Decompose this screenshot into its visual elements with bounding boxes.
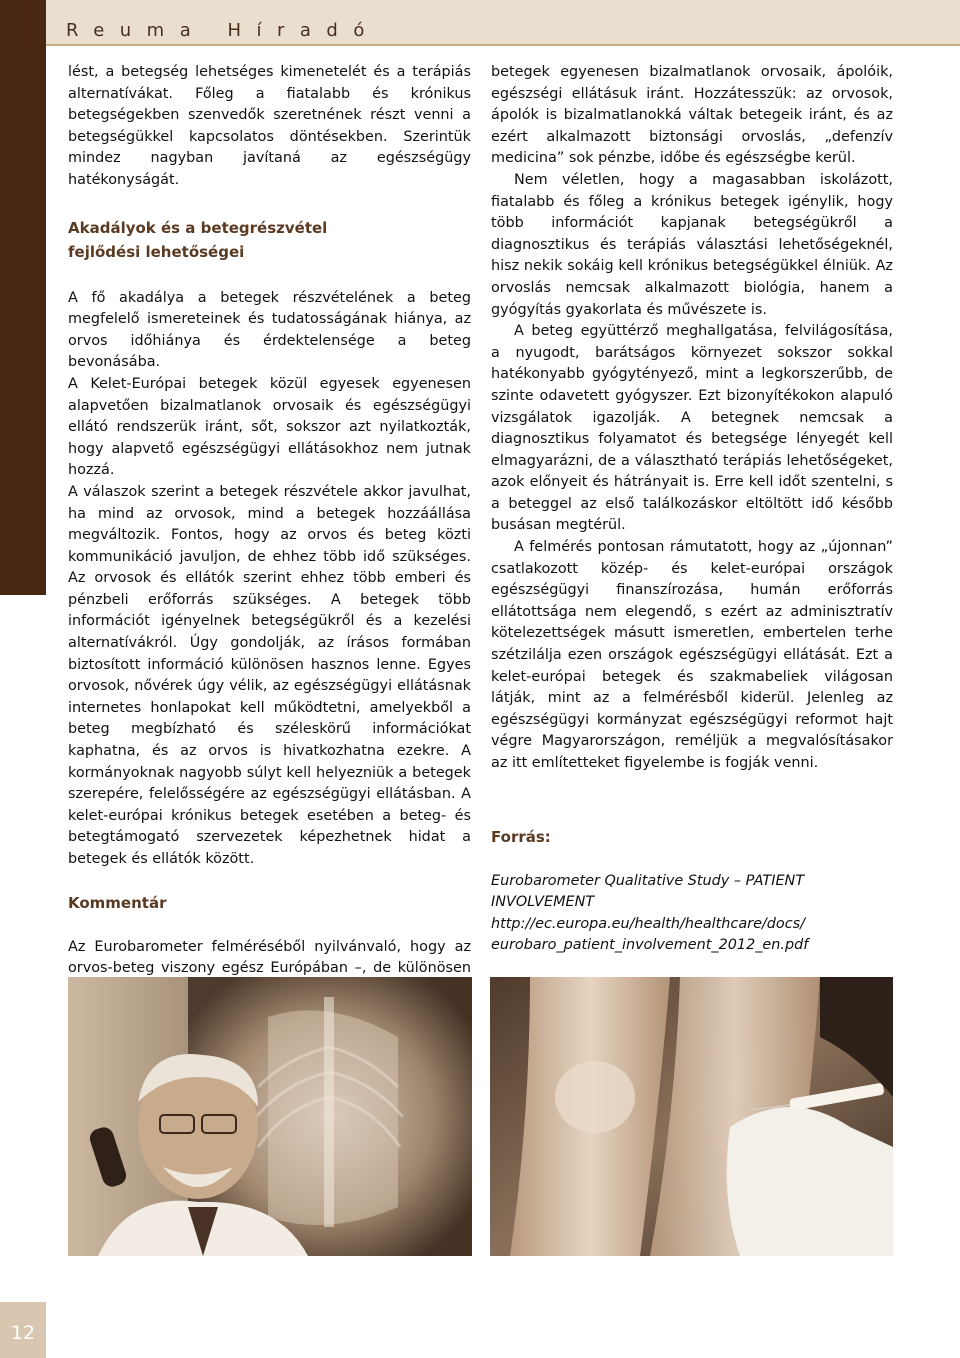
paragraph: A válaszok szerint a betegek részvétele akkor javulhat, ha mind az orvosok, mind a betegek hozzáállása megváltozik. Fontos, hogy az orvos és beteg közti kommunikáció javuljon, de ehhez több idő szükséges. Az orvosok és ellátók szerint ehhez több emberi és pénzbeli erőforrás szükséges. A betegek több információt igényelnek betegségükről és a kezelési alternatívákról. Úgy gondolják, az írásos formában biztosított információ különösen hasznos lenne. Egyes orvosok, nővérek úgy vélik, az egészségügyi ellátásnak internetes honlapokat kell működtetni, amelyekből a beteg megbízható és széleskörű információkat kaphatna, és az orvos is hivatkozhatna ezekre. A kormányoknak nagyobb súlyt kell helyezniük a betegek szerepére, felelősségére az egészségügyi ellátásban. A kelet-európai krónikus betegek esetében a beteg- és betegtámogató szervezetek képezhetnek hidat a betegek és ellátók között.: [68, 483, 471, 867]
paragraph: Az Eurobarometer felméréséből nyilvánvaló, hogy az orvos-beteg viszony egész Európában –, de különösen: [68, 938, 471, 977]
section-heading-comment: Kommentár: [68, 893, 167, 912]
right-column: [491, 62, 893, 957]
page-number: 12: [10, 1322, 36, 1344]
paragraph: Nem véletlen, hogy a magasabban iskolázott, fiatalabb és főleg a krónikus betegek igénylik, hogy több információt kapjanak betegségükről a diagnosztikus és terápiás választási lehetőségeknél, hisz nekik sokáig kell krónikus betegségükkel élniük. Az orvoslás nemcsak alkalmazott biológia, hanem a gyógyítás gyakorlata és művészete is.: [491, 171, 893, 318]
paragraph: A fő akadálya a betegek részvételének a beteg megfelelő ismereteinek és tudatosságának hiánya, az orvos időhiánya és érdektelensége a beteg bevonásába.: [68, 289, 471, 371]
paragraph: A felmérés pontosan rámutatott, hogy az „újonnan” csatlakozott közép- és kelet-európai országok egészségügyi finanszírozása, humán erőforrás ellátottsága nem elegendő, s ezért az adminisztratív kötelezettségek másutt ismeretlen, embertelen terhe szétzilálja ezen országok egészségügyi ellátását. Ezt a kelet-európai betegek és szakmabeliek világosan látják, mint az a felmérésből kiderül. Jelenleg az egészségügyi kormányzat egészségügyi reformot hajt végre Magyarországon, reméljük a megvalósításakor az itt említetteket figyelembe is fogják venni.: [491, 539, 893, 771]
paragraph: betegek egyenesen bizalmatlanok orvosaik, ápolóik, egészségi ellátásuk iránt. Hozzátesszük: az orvosok, ápolók is bizalmatlanokká váltak betegeik iránt, és az ezért alkalmazott biztonsági orvoslás, „defenzív medicina” sok pénzbe, időbe és egészségbe kerül.: [491, 64, 893, 167]
source-citation: Eurobarometer Qualitative Study – PATIENT INVOLVEMENT: [491, 872, 805, 911]
knee-injection-photo: [490, 977, 893, 1256]
section-heading-source: Forrás:: [491, 827, 551, 846]
doctor-xray-photo: [68, 977, 472, 1256]
paragraph: A Kelet-Európai betegek közül egyesek egyenesen alapvetően bizalmatlanok orvosaik és egészségügyi ellátó rendszerük iránt, sőt, sokszor azt nyilatkozták, hogy alapvető egészségügyi ellátásokhoz nem jutnak hozzá.: [68, 375, 471, 479]
intro-paragraph: lést, a betegség lehetséges kimenetelét és a terápiás alternatívákat. Főleg a fiatalabb és krónikus betegségekben szenvedők szeretnének részt venni a betegségükkel kapcsolatos döntésekben. Szerintük mindez nagyban javítaná az egészségügy hatékonyságát.: [68, 64, 471, 188]
source-link: http://ec.europa.eu/health/healthcare/docs/ eurobaro_patient_involvement_2012_en.pdf: [491, 915, 809, 954]
section-heading-obstacles: Akadályok és a betegrészvétel fejlődési lehetőségei: [68, 218, 328, 261]
paragraph: A beteg együttérző meghallgatása, felvilágosítása, a nyugodt, barátságos környezet sokszor sokkal hatékonyabb gyógytényező, mint a legkorszerűbb, de szinte odavetett gyógyszer. Ezt bizonyítékokon alapuló vizsgálatok igazolják. A betegnek nemcsak a diagnosztikus folyamatot és betegsége lényegét kell elmagyarázni, de a választható terápiás lehetőségeket, azok előnyeit és hátrányait is. Erre kell időt szentelni, s a beteggel az első találkozáskor eltöltött idő később busásan megtérül.: [491, 323, 893, 534]
left-column: [68, 62, 471, 1023]
masthead-title: Reuma Híradó: [66, 20, 380, 41]
header-rule: [46, 44, 960, 46]
side-accent-bar: [0, 0, 46, 595]
